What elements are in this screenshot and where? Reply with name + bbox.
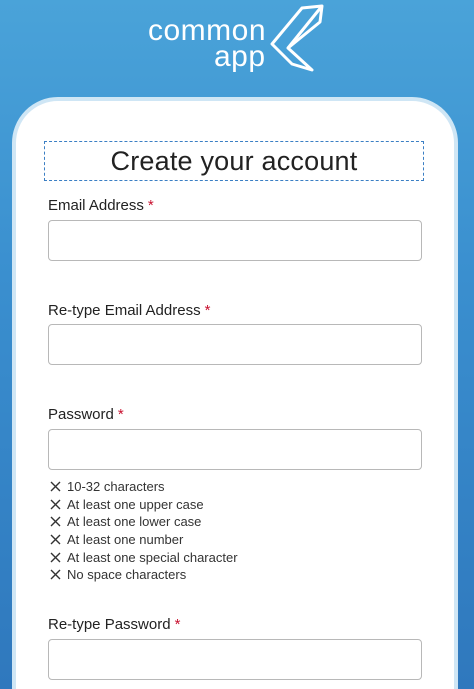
email-label	[48, 197, 154, 214]
password-requirements-list	[50, 478, 238, 584]
password-rule-text: No space characters	[67, 567, 187, 583]
x-icon	[50, 534, 61, 545]
password-field[interactable]	[48, 429, 422, 470]
email-label-text: Email Address	[48, 197, 144, 214]
title-container	[44, 141, 424, 181]
password-label	[48, 406, 124, 423]
page-title: Create your account	[110, 145, 358, 176]
password-rule-text: At least one special character	[67, 549, 238, 565]
password-rule-text: At least one upper case	[67, 496, 204, 512]
email-confirm-field[interactable]	[48, 324, 422, 365]
required-marker: *	[117, 406, 124, 423]
common-app-logo-icon	[268, 4, 324, 72]
password-rule-text: At least one number	[67, 532, 184, 548]
x-icon	[50, 499, 61, 510]
x-icon	[50, 481, 61, 492]
email-confirm-label-text: Re-type Email Address	[48, 302, 201, 319]
common-app-logo	[148, 4, 328, 74]
x-icon	[50, 552, 61, 563]
password-confirm-field[interactable]	[48, 639, 422, 680]
password-rule-text: At least one lower case	[67, 514, 202, 530]
email-confirm-label	[48, 302, 210, 319]
form-card	[12, 97, 458, 689]
logo-text-app: app	[214, 40, 266, 73]
password-rule	[50, 496, 238, 514]
x-icon	[50, 516, 61, 527]
email-field[interactable]	[48, 220, 422, 261]
password-confirm-label	[48, 616, 180, 633]
password-label-text: Password	[48, 406, 114, 423]
password-rule	[50, 548, 238, 566]
password-rule	[50, 478, 238, 496]
password-rule	[50, 513, 238, 531]
required-marker: *	[174, 616, 181, 633]
password-confirm-label-text: Re-type Password	[48, 616, 171, 633]
required-marker: *	[147, 197, 154, 214]
required-marker: *	[204, 302, 211, 319]
password-rule-text: 10-32 characters	[67, 479, 165, 495]
password-rule	[50, 566, 238, 584]
password-rule	[50, 531, 238, 549]
x-icon	[50, 569, 61, 580]
logo-text-common: common	[148, 14, 267, 47]
